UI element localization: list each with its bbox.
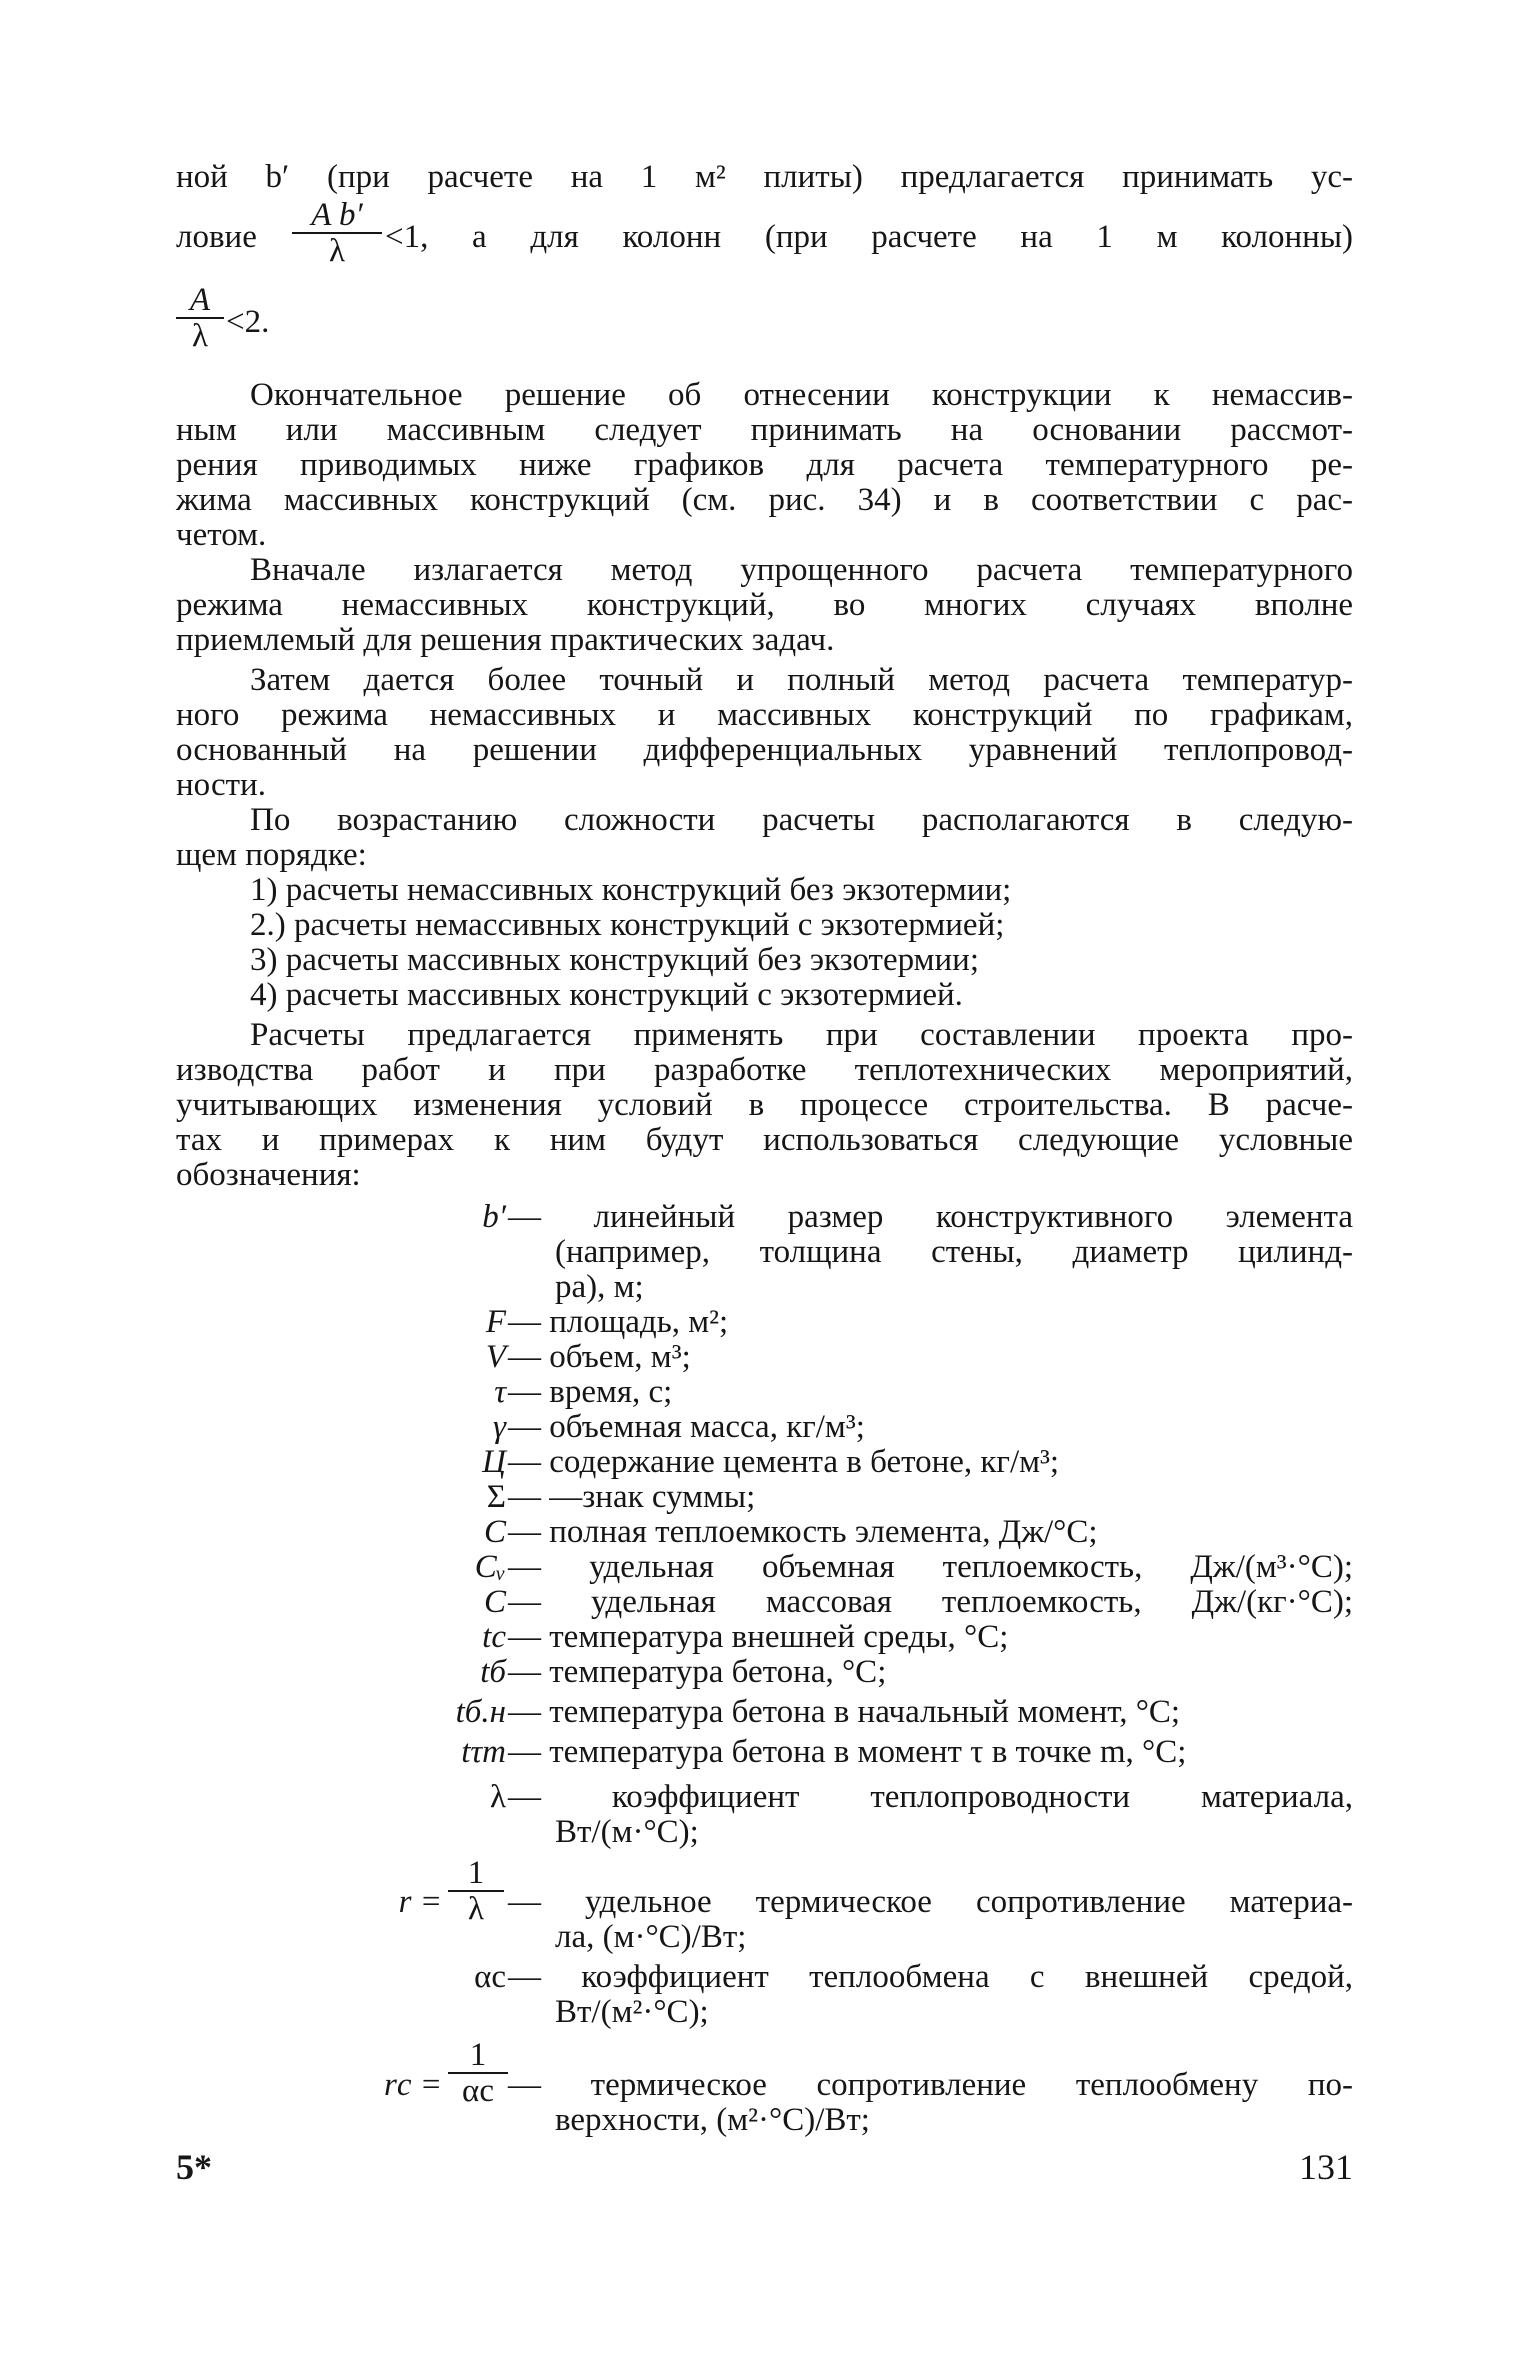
fraction-numerator: A xyxy=(189,282,211,318)
symbol-lambda: λ xyxy=(489,1779,506,1815)
definition-tb: — температура бетона, °С; xyxy=(508,1654,887,1690)
fraction-numerator: 1 xyxy=(469,2037,487,2073)
symbol-b: b′ xyxy=(482,1199,506,1235)
p4-line: По возрастанию сложности расчеты располагаются в следую- xyxy=(250,802,1353,838)
p2-line: Вначале излагается метод упрощенного расчета температурного xyxy=(250,552,1353,588)
fraction-one-alpha xyxy=(448,2037,508,2109)
p1-line: Окончательное решение об отнесении конструкции к немассив- xyxy=(250,377,1353,413)
symbol-alpha: αс xyxy=(474,1959,506,1995)
definition-alpha-cont: Вт/(м²·°С); xyxy=(555,1994,709,2030)
symbol-C-full: C xyxy=(483,1514,506,1550)
p1-line: ным или массивным следует принимать на основании рассмот- xyxy=(176,412,1353,448)
list-item: 3) расчеты массивных конструкций без экзотермии; xyxy=(250,942,979,978)
intro-line-2-right: <1, а для колонн (при расчете на 1 м колонны) xyxy=(385,219,1353,255)
definition-r-cont: ла, (м·°С)/Вт; xyxy=(555,1919,747,1955)
definition-tau: — время, с; xyxy=(508,1374,673,1410)
symbol-Cv: Cᵥ xyxy=(474,1549,506,1585)
p3-line: ности. xyxy=(176,767,266,803)
definition-tbn: — температура бетона в начальный момент, °С; xyxy=(508,1694,1181,1730)
symbol-tau: τ xyxy=(494,1374,506,1410)
page-number: 131 xyxy=(1299,2147,1353,2187)
definition-F: — площадь, м²; xyxy=(508,1304,729,1340)
definition-rc-cont: верхности, (м²·°С)/Вт; xyxy=(555,2102,870,2138)
symbol-tb: tб xyxy=(480,1654,506,1690)
definition-rc: — термическое сопротивление теплообмену по- xyxy=(508,2067,1353,2103)
definition-lambda: — коэффициент теплопроводности материала, xyxy=(508,1779,1353,1815)
list-item: 2.) расчеты немассивных конструкций с экзотермией; xyxy=(250,907,1005,943)
signature-mark: 5* xyxy=(176,2147,212,2187)
symbol-tbn: tб.н xyxy=(455,1694,506,1730)
p5-line: изводства работ и при разработке теплотехнических мероприятий, xyxy=(176,1052,1353,1088)
definition-alpha: — коэффициент теплообмена с внешней средой, xyxy=(508,1959,1353,1995)
fraction-numerator: 1 xyxy=(467,1855,485,1891)
fraction-one-lambda xyxy=(448,1855,504,1927)
p5-line: тах и примерах к ним будут использоваться следующие условные xyxy=(176,1122,1353,1158)
p3-line: ного режима немассивных и массивных конструкций по графикам, xyxy=(176,697,1353,733)
definition-b-cont: ра), м; xyxy=(555,1269,644,1305)
symbol-r: r = xyxy=(398,1884,442,1920)
definition-sigma: — —знак суммы; xyxy=(508,1479,756,1515)
symbol-C-mass: C xyxy=(483,1584,506,1620)
fraction-denominator: λ xyxy=(328,233,345,269)
p2-line: приемлемый для решения практических задач. xyxy=(176,622,835,658)
fraction-numerator: A b′ xyxy=(311,197,363,233)
fraction-denominator: λ xyxy=(467,1891,484,1927)
definition-r: — удельное термическое сопротивление материа- xyxy=(508,1884,1353,1920)
definition-lambda-cont: Вт/(м·°С); xyxy=(555,1814,699,1850)
definition-V: — объем, м³; xyxy=(508,1339,691,1375)
p5-line: Расчеты предлагается применять при составлении проекта про- xyxy=(250,1017,1353,1053)
intro-line-1: ной b′ (при расчете на 1 м² плиты) предлагается принимать ус- xyxy=(176,159,1353,195)
definition-ttm: — температура бетона в момент τ в точке m, °С; xyxy=(508,1734,1187,1770)
p5-line: обозначения: xyxy=(176,1157,361,1193)
p3-line: основанный на решении дифференциальных уравнений теплопровод- xyxy=(176,732,1353,768)
symbol-ttm: tτm xyxy=(461,1734,506,1770)
symbol-tc: tс xyxy=(482,1619,506,1655)
definition-cement: — содержание цемента в бетоне, кг/м³; xyxy=(508,1444,1060,1480)
p5-line: учитывающих изменения условий в процессе строительства. В расче- xyxy=(176,1087,1353,1123)
intro-line-2-left: ловие xyxy=(176,219,257,255)
fraction-a-lambda xyxy=(176,282,224,354)
definition-gamma: — объемная масса, кг/м³; xyxy=(508,1409,865,1445)
fraction-ab-lambda xyxy=(292,197,382,269)
p1-line: четом. xyxy=(176,517,267,553)
p2-line: режима немассивных конструкций, во многих случаях вполне xyxy=(176,587,1353,623)
definition-b: — линейный размер конструктивного элемента xyxy=(508,1199,1353,1235)
p1-line: рения приводимых ниже графиков для расчета температурного ре- xyxy=(176,447,1353,483)
definition-b-cont: (например, толщина стены, диаметр цилинд- xyxy=(555,1234,1353,1270)
list-item: 1) расчеты немассивных конструкций без экзотермии; xyxy=(250,872,1012,908)
p3-line: Затем дается более точный и полный метод расчета температур- xyxy=(250,662,1353,698)
p4-line: щем порядке: xyxy=(176,837,367,873)
definition-C-mass: — удельная массовая теплоемкость, Дж/(кг·°С); xyxy=(508,1584,1353,1620)
list-item: 4) расчеты массивных конструкций с экзотермией. xyxy=(250,977,963,1013)
symbol-gamma: γ xyxy=(492,1409,506,1445)
definition-C-full: — полная теплоемкость элемента, Дж/°С; xyxy=(508,1514,1098,1550)
cond2-tail: <2. xyxy=(226,304,270,340)
definition-tc: — температура внешней среды, °С; xyxy=(508,1619,1009,1655)
fraction-denominator: λ xyxy=(191,318,208,354)
symbol-cement: Ц xyxy=(482,1444,506,1480)
symbol-V: V xyxy=(485,1339,506,1375)
symbol-rc: rс = xyxy=(383,2067,442,2103)
fraction-denominator: αс xyxy=(462,2073,494,2109)
symbol-sigma: Σ xyxy=(486,1479,506,1515)
symbol-F: F xyxy=(485,1304,506,1340)
definition-Cv: — удельная объемная теплоемкость, Дж/(м³·°С); xyxy=(508,1549,1353,1585)
p1-line: жима массивных конструкций (см. рис. 34) и в соответствии с рас- xyxy=(176,482,1353,518)
